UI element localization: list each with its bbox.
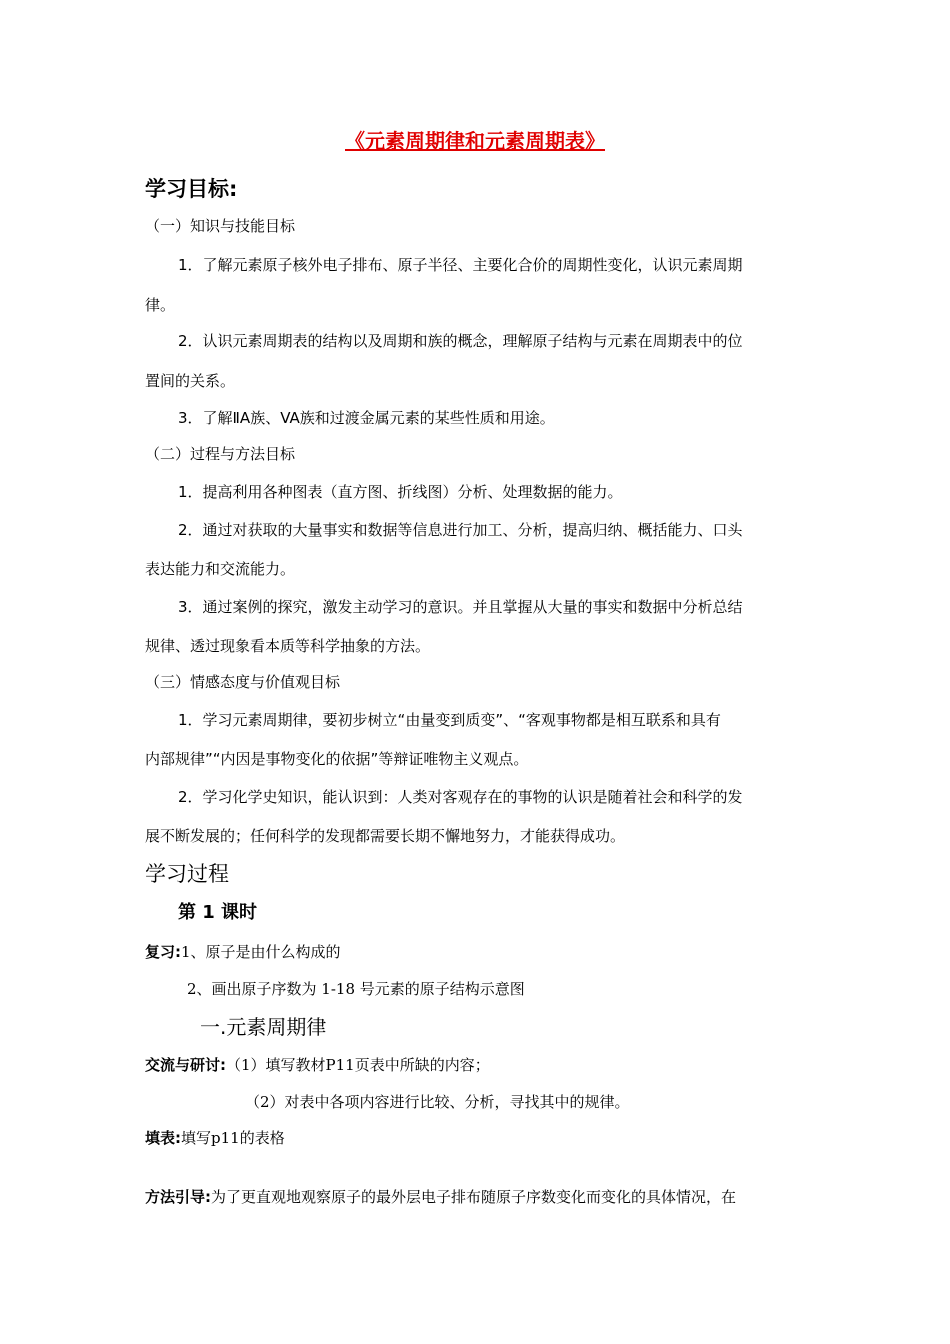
knowledge-item-1-line-2: 律。 <box>145 296 176 314</box>
fill-table-line <box>145 1128 285 1148</box>
attitude-item-1-line-2: 内部规律”“内因是事物变化的依据”等辩证唯物主义观点。 <box>145 750 529 768</box>
discuss-item-2: （2）对表中各项内容进行比较、分析，寻找其中的规律。 <box>245 1093 630 1111</box>
document-title: 《元素周期律和元素周期表》 <box>345 129 605 153</box>
section-knowledge-heading: （一）知识与技能目标 <box>145 217 296 235</box>
fill-table-text: 填写p11的表格 <box>181 1129 285 1147</box>
method-guide-text: 为了更直观地观察原子的最外层电子排布随原子序数变化而变化的具体情况，在 <box>211 1188 737 1206</box>
discuss-label: 交流与研讨: <box>145 1056 226 1074</box>
method-item-2-line-1: 2．通过对获取的大量事实和数据等信息进行加工、分析，提高归纳、概括能力、口头 <box>178 521 743 539</box>
attitude-item-2-line-1: 2．学习化学史知识，能认识到：人类对客观存在的事物的认识是随着社会和科学的发 <box>178 788 743 806</box>
learning-goals-heading: 学习目标: <box>145 177 238 201</box>
review-line <box>145 942 341 962</box>
part-1-heading: 一.元素周期律 <box>200 1015 327 1039</box>
review-item-2: 2、画出原子序数为 1-18 号元素的原子结构示意图 <box>187 980 525 998</box>
review-item-1: 1、原子是由什么构成的 <box>181 943 341 961</box>
fill-table-label: 填表: <box>145 1129 181 1147</box>
attitude-item-2-line-2: 展不断发展的；任何科学的发现都需要长期不懈地努力，才能获得成功。 <box>145 827 626 845</box>
knowledge-item-1-line-1: 1．了解元素原子核外电子排布、原子半径、主要化合价的周期性变化，认识元素周期 <box>178 256 743 274</box>
learning-process-heading: 学习过程 <box>145 862 229 886</box>
knowledge-item-3: 3．了解ⅡA族、VA族和过渡金属元素的某些性质和用途。 <box>178 409 555 427</box>
method-item-3-line-1: 3．通过案例的探究，激发主动学习的意识。并且掌握从大量的事实和数据中分析总结 <box>178 598 743 616</box>
knowledge-item-2-line-2: 置间的关系。 <box>145 372 236 390</box>
attitude-item-1-line-1: 1．学习元素周期律，要初步树立“由量变到质变”、“客观事物都是相互联系和具有 <box>178 711 721 729</box>
method-item-2-line-2: 表达能力和交流能力。 <box>145 560 296 578</box>
method-guide-line <box>145 1187 736 1207</box>
discuss-item-1: （1）填写教材P11页表中所缺的内容； <box>226 1056 490 1074</box>
method-item-3-line-2: 规律、透过现象看本质等科学抽象的方法。 <box>145 637 431 655</box>
knowledge-item-2-line-1: 2．认识元素周期表的结构以及周期和族的概念，理解原子结构与元素在周期表中的位 <box>178 332 743 350</box>
section-attitude-heading: （三）情感态度与价值观目标 <box>145 673 341 691</box>
lesson-1-heading: 第 1 课时 <box>178 902 258 923</box>
section-method-heading: （二）过程与方法目标 <box>145 445 296 463</box>
method-guide-label: 方法引导: <box>145 1188 211 1206</box>
method-item-1: 1．提高利用各种图表（直方图、折线图）分析、处理数据的能力。 <box>178 483 623 501</box>
review-label: 复习: <box>145 943 181 961</box>
discuss-line <box>145 1055 490 1075</box>
